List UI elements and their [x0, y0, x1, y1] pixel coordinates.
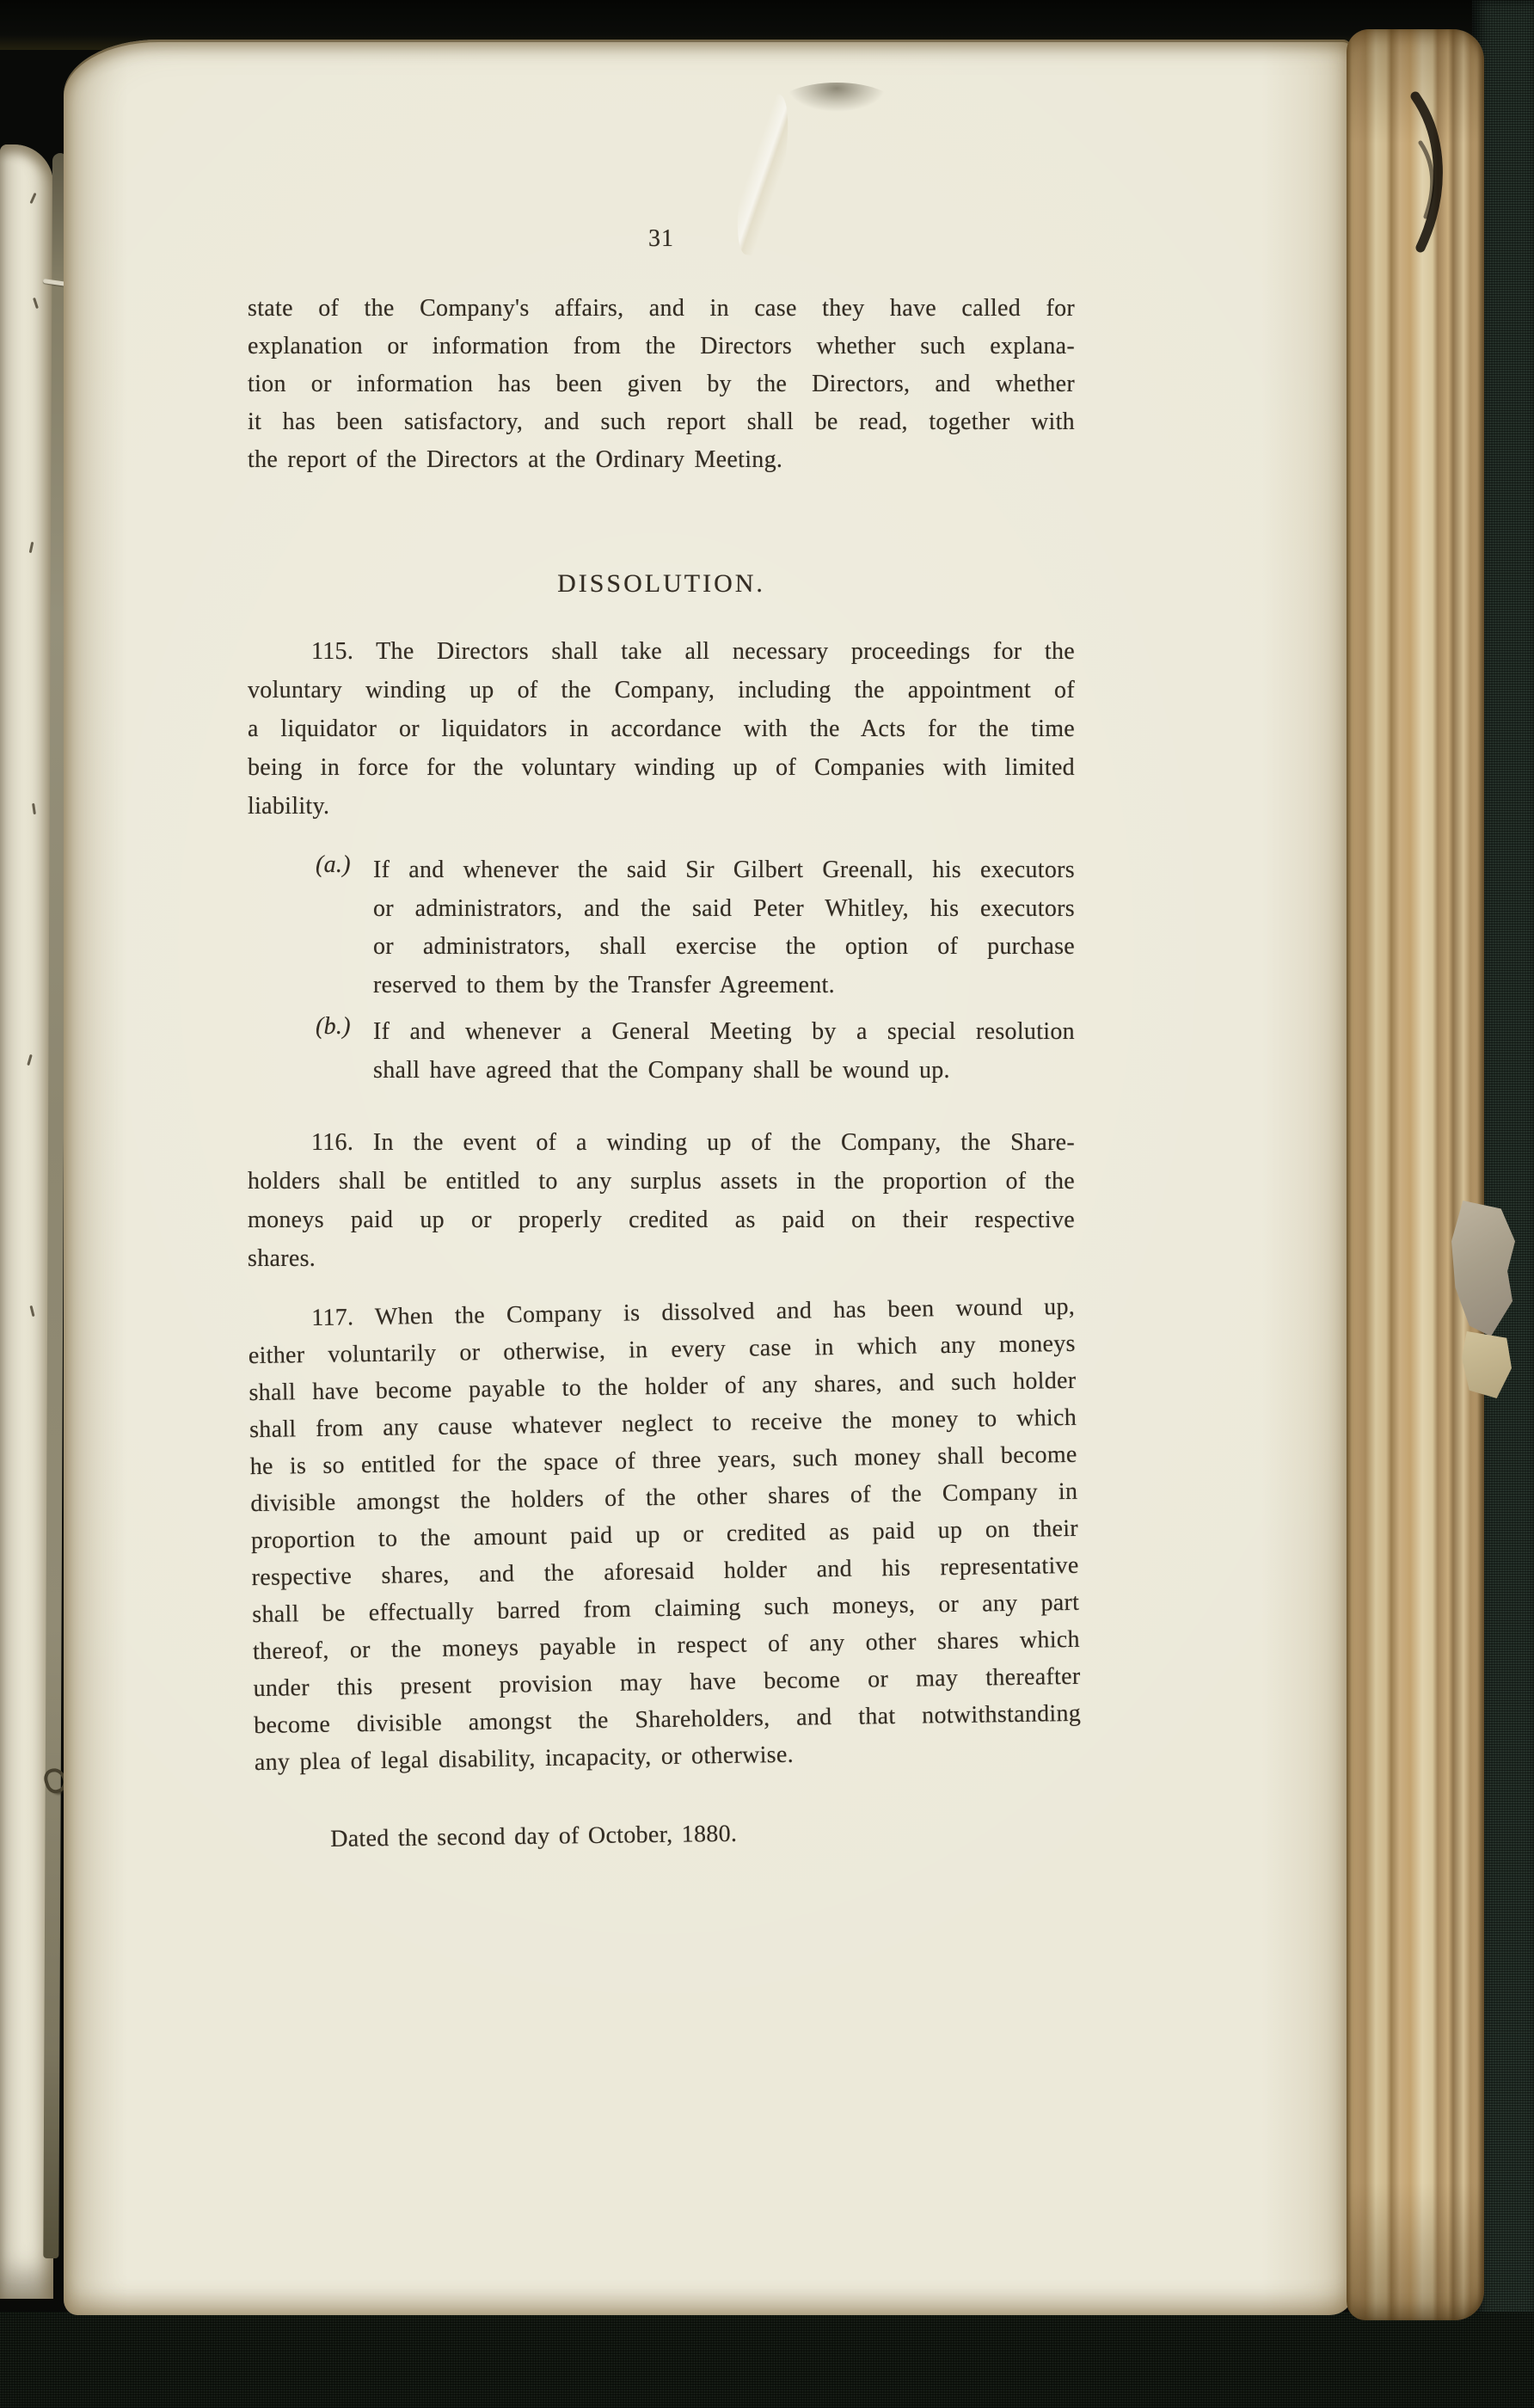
text-line: either voluntarily or otherwise, in every case in which any moneys — [248, 1330, 1076, 1370]
clause-a — [248, 851, 1075, 1004]
paragraph-115 — [248, 632, 1075, 826]
text-line: any plea of legal disability, incapacity, or otherwise. — [254, 1741, 795, 1777]
dated-line: Dated the second day of October, 1880. — [330, 1820, 738, 1852]
text-line: or administrators, and the said Peter Whitley, his executors — [373, 894, 1075, 922]
text-line: it has been satisfactory, and such report shall be read, together with — [248, 408, 1075, 435]
text-line: holders shall be entitled to any surplus assets in the proportion of the — [248, 1168, 1075, 1195]
text-line: shall have agreed that the Company shall be wound up. — [373, 1056, 950, 1084]
text-line: under this present provision may have become or may thereafter — [253, 1662, 1081, 1703]
text-line: respective shares, and the aforesaid holder and his representative — [251, 1551, 1079, 1592]
paragraph-117 — [248, 1288, 1082, 1781]
text-line: or administrators, shall exercise the option of purchase — [373, 933, 1075, 960]
text-line: 116. In the event of a winding up of the Company, the Share- — [311, 1129, 1075, 1156]
text-line: being in force for the voluntary winding up of Companies with limited — [248, 754, 1075, 781]
text-line: tion or information has been given by the Directors, and whether — [248, 371, 1075, 397]
text-line: liability. — [248, 793, 330, 820]
text-line: the report of the Directors at the Ordinary Meeting. — [248, 446, 783, 473]
text-line: If and whenever the said Sir Gilbert Greenall, his executors — [373, 857, 1075, 883]
book-page — [64, 40, 1352, 2315]
text-line: proportion to the amount paid up or credited as paid up on their — [250, 1514, 1079, 1555]
text-line: If and whenever a General Meeting by a special resolution — [373, 1018, 1075, 1045]
text-line: reserved to them by the Transfer Agreement. — [373, 971, 835, 998]
paragraph-continuation — [248, 290, 1075, 479]
book-cover-bottom — [0, 2312, 1534, 2408]
text-line: 117. When the Company is dissolved and has been wound up, — [310, 1293, 1076, 1332]
clause-b-body — [373, 1013, 1075, 1090]
text-line: he is so entitled for the space of three years, such money shall become — [249, 1440, 1077, 1481]
text-line: shall from any cause whatever neglect to receive the money to which — [249, 1404, 1077, 1444]
text-line: divisible amongst the holders of the other shares of the Company in — [250, 1477, 1078, 1518]
text-line: shall be effectually barred from claiming such moneys, or any part — [252, 1588, 1080, 1629]
page-number: 31 — [648, 225, 674, 252]
text-line: shall have become payable to the holder of any shares, and such holder — [249, 1367, 1077, 1407]
ink-mark — [1403, 91, 1455, 255]
section-heading: DISSOLUTION. — [557, 569, 765, 598]
text-line: become divisible amongst the Shareholders, and that notwithstanding — [253, 1699, 1082, 1740]
paragraph-116 — [248, 1123, 1075, 1278]
text-line: state of the Company's affairs, and in case they have called for — [248, 295, 1075, 322]
page-edge-stack — [1347, 29, 1484, 2320]
clause-b — [248, 1013, 1075, 1090]
text-line: voluntary winding up of the Company, including the appointment of — [248, 677, 1075, 703]
text-line: thereof, or the moneys payable in respect of any other shares which — [252, 1625, 1081, 1666]
clause-a-label: (a.) — [316, 851, 351, 878]
printed-text-block — [248, 40, 1082, 2315]
text-line: a liquidator or liquidators in accordance with the Acts for the time — [248, 716, 1075, 742]
clause-b-label: (b.) — [316, 1013, 351, 1040]
text-line: shares. — [248, 1245, 316, 1272]
text-line: moneys paid up or properly credited as paid on their respective — [248, 1207, 1075, 1233]
clause-a-body — [373, 851, 1075, 1004]
text-line: 115. The Directors shall take all necessary proceedings for the — [311, 638, 1075, 665]
text-line: explanation or information from the Directors whether such explana- — [248, 333, 1075, 359]
